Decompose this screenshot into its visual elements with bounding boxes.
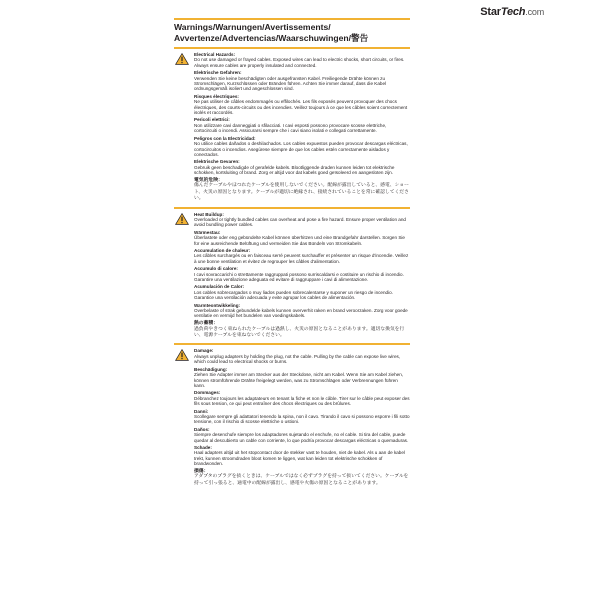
language-block xyxy=(194,70,410,92)
language-block xyxy=(194,427,410,443)
lead-text xyxy=(194,52,410,68)
warning-section xyxy=(174,207,410,340)
language-block xyxy=(194,390,410,406)
lead-text xyxy=(194,212,410,228)
warnings-sheet xyxy=(174,18,410,487)
section-divider xyxy=(174,343,410,345)
block-heading: Elektrische Gevaren: xyxy=(194,159,240,165)
block-paragraph: Siempre desenchufe siempre los adaptadores sujetando el enchufe, no el cable. Si tira del cable, puede quedar al descubierto un cable con corriente, lo que podría provocar descargas eléctricas o quemaduras. xyxy=(194,432,409,443)
lead-paragraph: Do not use damaged or frayed cables. Exposed wires can lead to electric shocks, short circuits, or fires. Always ensure cables are properly insulated and connected. xyxy=(194,57,405,68)
logo-star: Star xyxy=(480,6,501,18)
lead-heading: Damage: xyxy=(194,348,214,354)
block-paragraph: Les câbles surchargés ou en faisceau serré peuvent surchauffer et présenter un risque d'incendie. Veillez à une bonne ventilation et évitez de regrouper les câbles d'alimentation. xyxy=(194,253,409,264)
block-heading: Pericoli elettrici: xyxy=(194,117,230,123)
japanese-heading: 損傷： xyxy=(194,468,209,474)
language-block xyxy=(194,409,410,425)
japanese-block xyxy=(194,321,410,340)
language-block xyxy=(194,445,410,467)
language-block xyxy=(194,230,410,246)
block-heading: Warmteontwikkeling: xyxy=(194,302,241,308)
block-heading: Dommages: xyxy=(194,390,221,396)
japanese-block xyxy=(194,469,410,488)
block-paragraph: Haal adapters altijd uit het stopcontact door de stekker vast te houden, niet de kabel. Als u aan de kabel trekt, kunnen stroomdraden bloot komen te liggen, wat kan leiden tot elektrische schokken of brandwonden. xyxy=(194,450,405,467)
language-block xyxy=(194,94,410,116)
section-lead xyxy=(174,212,410,228)
japanese-heading: 熱の蓄積： xyxy=(194,320,218,326)
section-lead xyxy=(174,52,410,68)
block-paragraph: Los cables sobrecargados o muy liados pueden sobrecalentarse y suponer un riesgo de incendio. Garantice una ventilación adecuada y evite agrupar los cables de alimentación. xyxy=(194,289,393,301)
block-paragraph: I cavi sovraccarichi o strettamente raggruppati possono surriscaldarsi e costituire un rischio di incendio. Garantire una ventilazione adeguata ed evitare di raggruppare i cavi di alimentazione. xyxy=(194,271,404,283)
title-line-2: Avvertenze/Advertencias/Waarschuwingen/警告 xyxy=(174,33,369,43)
lead-paragraph: Overloaded or tightly bundled cables can overheat and pose a fire hazard. Ensure proper ventilation and avoid bundling power cables. xyxy=(194,216,406,228)
logo-dotcom: .com xyxy=(525,7,544,17)
warning-triangle-icon xyxy=(175,53,189,65)
title-line-1: Warnings/Warnungen/Avertissements/ xyxy=(174,22,331,32)
warning-section xyxy=(174,52,410,203)
block-paragraph: Overbelaste of strak gebundelde kabels kunnen oververhit raken en brand veroorzaken. Zorg voor goede ventilatie en vermijd het bundelen van voedingskabels. xyxy=(194,308,408,319)
lead-heading: Heat Buildup: xyxy=(194,211,224,217)
block-heading: Wärmestau: xyxy=(194,229,221,235)
block-heading: Accumulation de chaleur: xyxy=(194,247,251,253)
block-heading: Acumulación de Calor: xyxy=(194,284,245,290)
block-heading: Peligros con la Electricidad: xyxy=(194,135,256,141)
japanese-paragraph: 過負荷やきつく束ねられたケーブルは過熱し、火災の原因となることがあります。適切な換気を行い、電源ケーブルを束ねないでください。 xyxy=(194,326,405,339)
japanese-heading: 電気的危険： xyxy=(194,177,223,183)
section-lead xyxy=(174,348,410,364)
language-block xyxy=(194,367,410,389)
block-heading: Beschädigung: xyxy=(194,366,228,372)
warning-triangle-icon xyxy=(175,213,189,225)
block-heading: Daños: xyxy=(194,426,210,432)
block-heading: Risques électriques: xyxy=(194,93,239,99)
logo-tech: Tech xyxy=(500,6,526,18)
block-paragraph: Gebruik geen beschadigde of gerafelde kabels. Blootliggende draden kunnen leiden tot elektrische schokken, kortsluiting of brand. Zorg er altijd voor dat kabels goed geïsoleerd en aangesloten zijn. xyxy=(194,164,395,176)
block-paragraph: Ziehen Sie Adapter immer am Stecker aus der Steckdose, nicht am Kabel. Wenn Sie am Kabel ziehen, können stromführende Drähte freigelegt werden, was zu Stromschlägen oder Verbrennungen führen kann. xyxy=(194,372,404,388)
language-block xyxy=(194,284,410,300)
block-heading: Danni: xyxy=(194,408,209,414)
language-block xyxy=(194,117,410,133)
warning-section xyxy=(174,343,410,487)
japanese-paragraph: アダプタのプラグを抜くときは、ケーブルではなく必ずプラグを持って抜いてください。ケーブルを持って引っ張ると、通電中の配線が露出し、感電や火傷の原因となることがあります。 xyxy=(194,474,409,486)
japanese-block xyxy=(194,178,410,203)
language-block xyxy=(194,266,410,282)
lead-paragraph: Always unplug adapters by holding the plug, not the cable. Pulling by the cable can expose live wires, which could lead to electrical shocks or burns. xyxy=(194,353,401,365)
language-block xyxy=(194,248,410,264)
block-paragraph: Überlastete oder eng gebündelte Kabel können überhitzen und eine Brandgefahr darstellen. Sorgen Sie für eine ausreichende Belüftung und vermeiden Sie das Bündeln von Stromkabeln. xyxy=(194,235,405,246)
section-divider xyxy=(174,207,410,209)
brand-logo xyxy=(480,6,544,18)
block-paragraph: Non utilizzare cavi danneggiati o sfilacciati. I cavi esposti possono provocare scosse elettriche, cortocircuiti o incendi. Assicurarsi sempre che i cavi siano isolati e collegati correttamente. xyxy=(194,122,387,134)
block-paragraph: Verwenden Sie keine beschädigten oder ausgefransten Kabel. Freiliegende Drähte können zu Stromschlägen, Kurzschlüssen oder Bränden führen. Achten Sie immer darauf, dass die Kabel ordnungsgemäß isoliert und angeschlossen sind. xyxy=(194,75,387,92)
block-paragraph: Ne pas utiliser de câbles endommagés ou effilochés. Les fils exposés peuvent provoquer des chocs électriques, des courts-circuits ou des incendies. Veillez toujours à ce que les câbles soient correctement isolés et raccordés. xyxy=(194,99,408,116)
block-heading: Elektrische Gefahren: xyxy=(194,70,242,76)
block-heading: Schade: xyxy=(194,444,212,450)
block-paragraph: Débranchez toujours les adaptateurs en tenant la fiche et non le câble. Tirer sur le câble peut exposer des fils sous tension, ce qui peut entraîner des chocs électriques ou des brûlures. xyxy=(194,395,410,407)
block-heading: Accumulo di calore: xyxy=(194,266,238,272)
language-block xyxy=(194,159,410,175)
lead-heading: Electrical Hazards: xyxy=(194,52,236,57)
language-block xyxy=(194,303,410,319)
lead-text xyxy=(194,348,410,364)
japanese-paragraph: 傷んだケーブルやほつれたケーブルを使用しないでください。配線が露出していると、感電、ショート、火災の原因となります。ケーブルが適切に絶縁され、接続されていることを常に確認してください。 xyxy=(194,183,409,202)
language-block xyxy=(194,136,410,158)
warning-triangle-icon xyxy=(175,349,189,361)
title-band xyxy=(174,18,410,49)
block-paragraph: Scollegare sempre gli adattatori tenendo la spina, non il cavo. Tirando il cavo si possono esporre i fili sotto tensione, con il rischio di scosse elettriche o ustioni. xyxy=(194,413,410,425)
block-paragraph: No utilice cables dañados o deshilachados. Los cables expuestos pueden provocar descargas eléctricas, cortocircuitos o incendios. Asegúrese siempre de que los cables estén correctamente aislados y conectados. xyxy=(194,141,408,157)
